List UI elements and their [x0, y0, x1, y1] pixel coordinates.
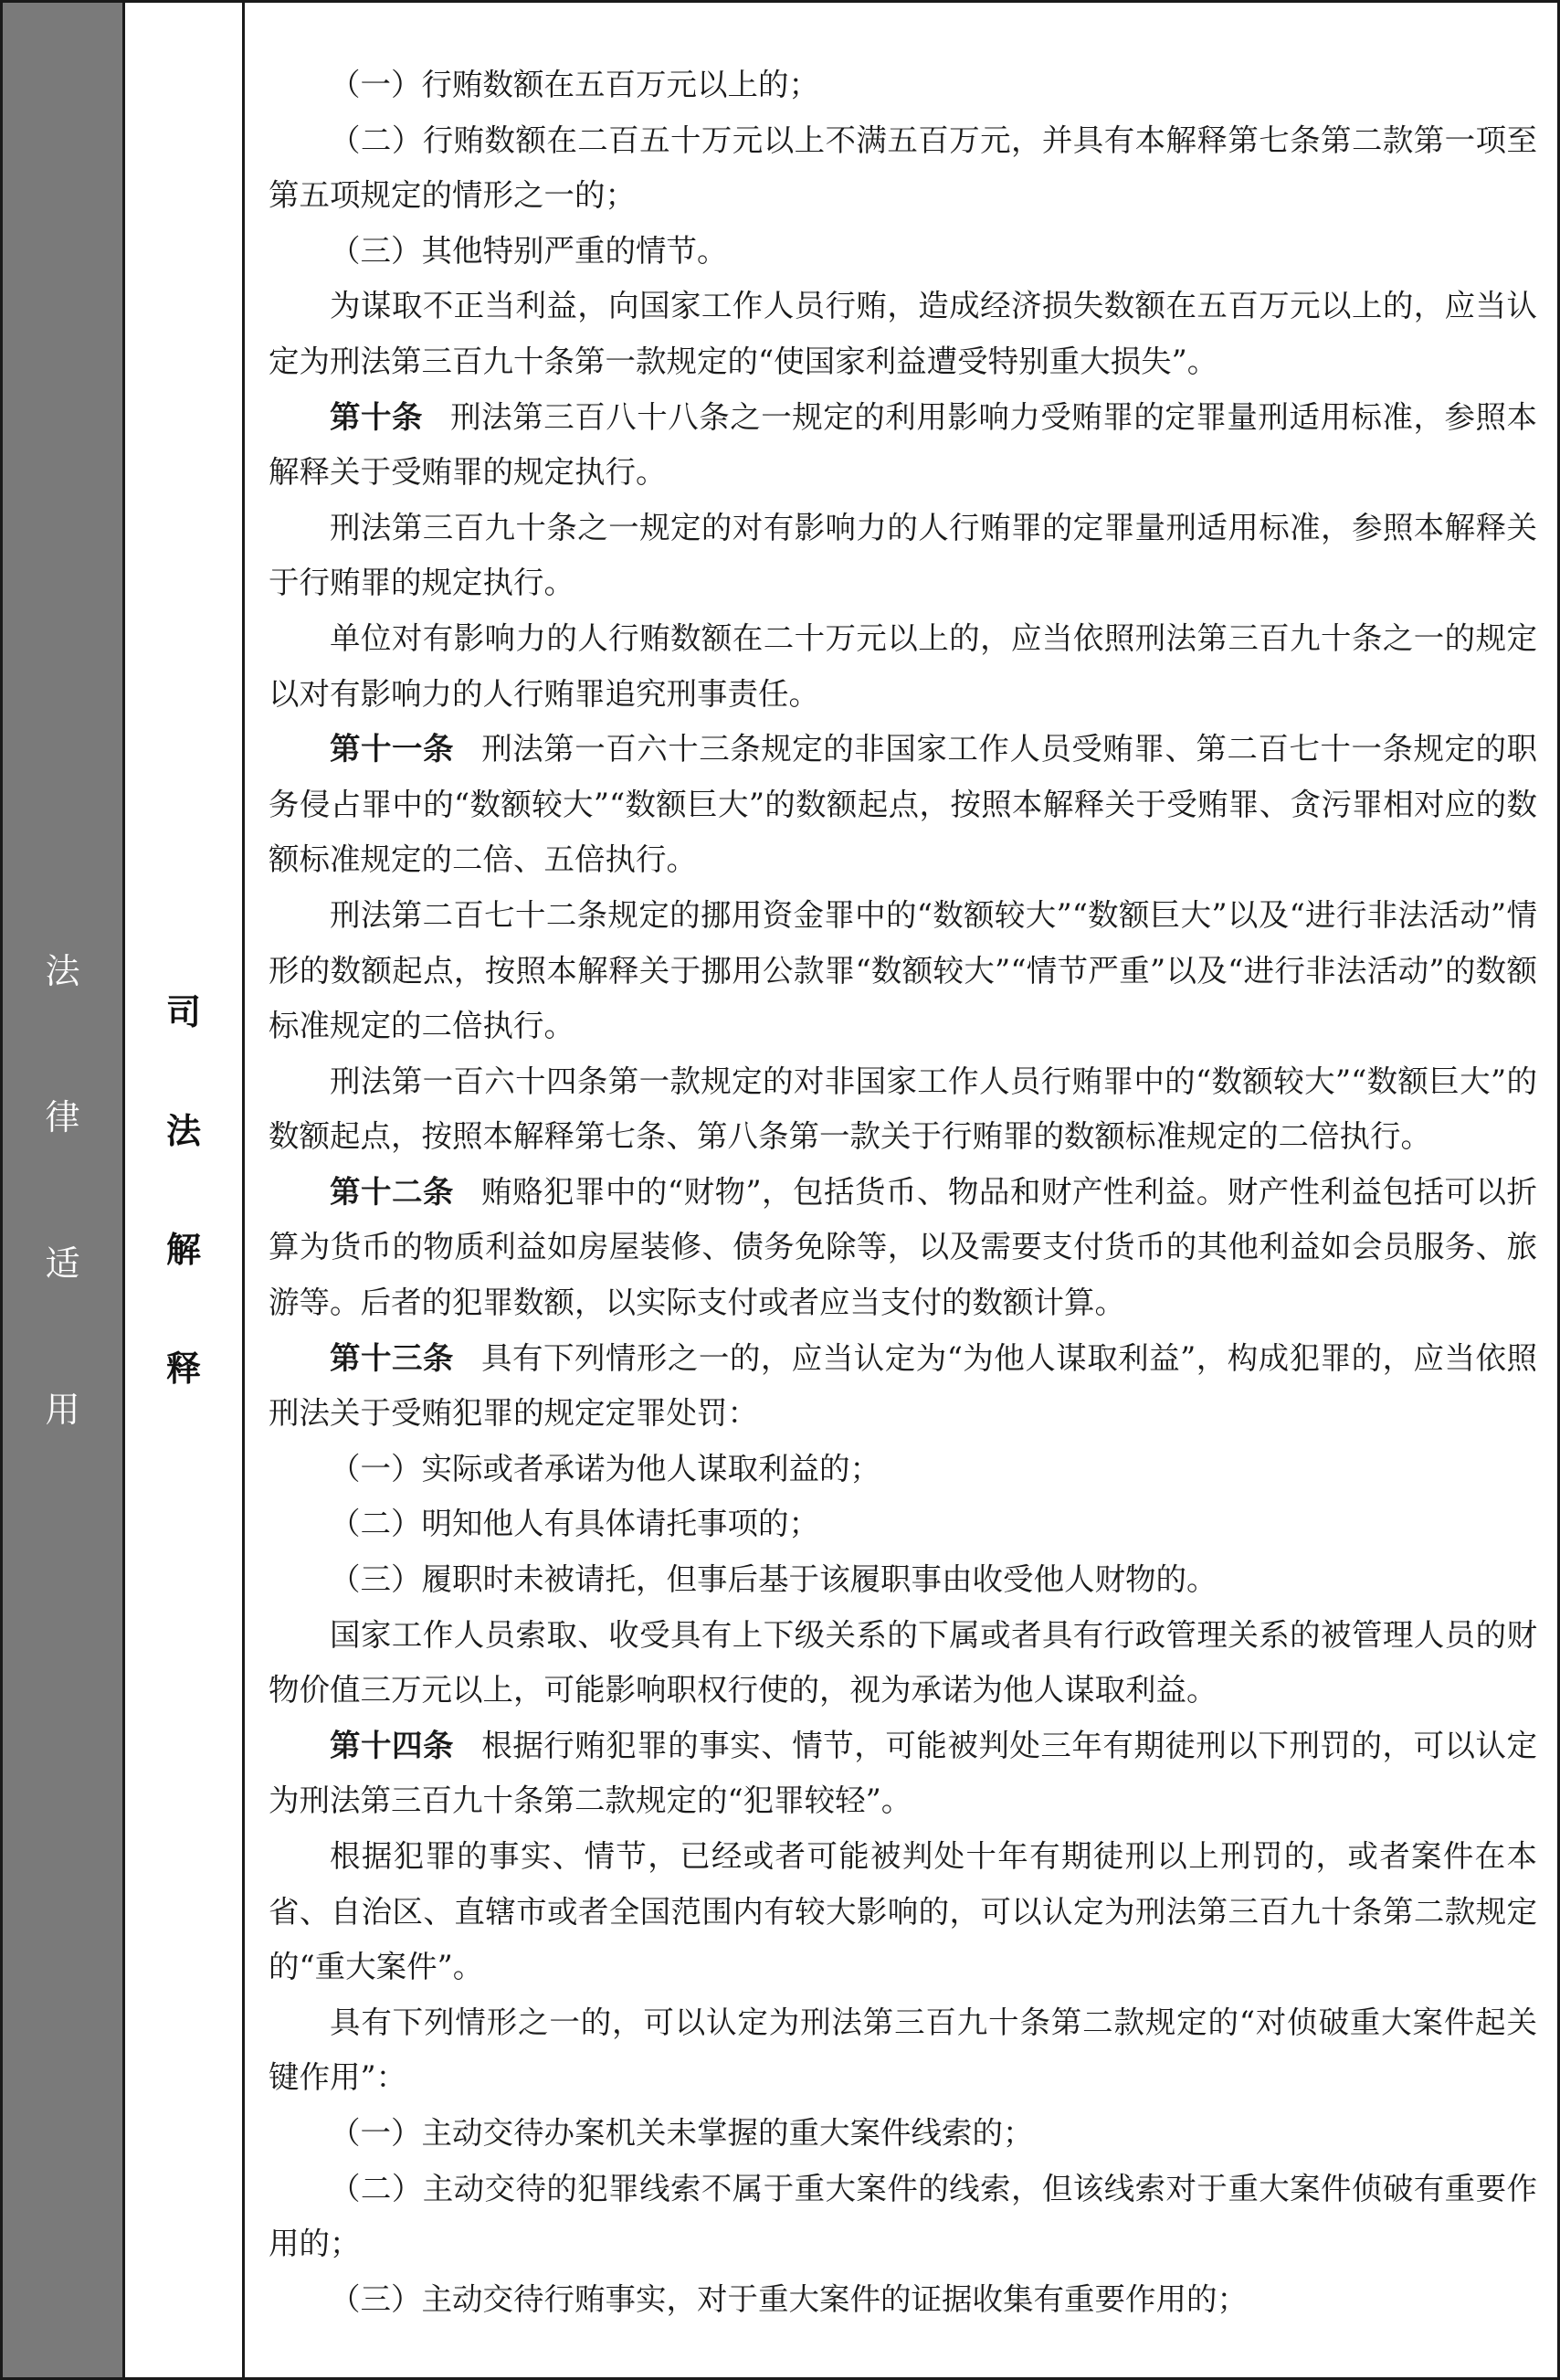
paragraph	[269, 1552, 1537, 1608]
paragraph-text: （一）实际或者承诺为他人谋取利益的；	[330, 1450, 880, 1486]
paragraph-text: 为谋取不正当利益，向国家工作人员行贿，造成经济损失数额在五百万元以上的，应当认定为刑法第三百九十条第一款规定的“使国家利益遭受特别重大损失”。	[269, 288, 1537, 379]
category-char: 适	[45, 1243, 80, 1284]
subcategory-column	[125, 3, 245, 2377]
paragraph-text: （三）履职时未被请托，但事后基于该履职事由收受他人财物的。	[330, 1561, 1217, 1598]
paragraph	[269, 1442, 1537, 1497]
document-body	[245, 3, 1557, 2377]
paragraph-text: （三）其他特别严重的情节。	[330, 232, 728, 269]
article-number: 第十一条	[330, 731, 455, 767]
paragraph-text: （二）主动交待的犯罪线索不属于重大案件的线索，但该线索对于重大案件侦破有重要作用的；	[269, 2170, 1537, 2262]
paragraph-text: 贿赂犯罪中的“财物”，包括货币、物品和财产性利益。财产性利益包括可以折算为货币的物质利益如房屋装修、债务免除等，以及需要支付货币的其他利益如会员服务、旅游等。后者的犯罪数额，以实际支付或者应当支付的数额计算。	[269, 1173, 1537, 1321]
subcategory-char: 释	[165, 1348, 201, 1389]
article-number: 第十四条	[330, 1727, 455, 1763]
paragraph-text: 单位对有影响力的人行贿数额在二十万元以上的，应当依照刑法第三百九十条之一的规定以对有影响力的人行贿罪追究刑事责任。	[269, 619, 1537, 712]
paragraph	[269, 888, 1537, 1054]
paragraph	[269, 113, 1537, 224]
paragraph	[269, 1608, 1537, 1719]
paragraph	[269, 2106, 1537, 2162]
paragraph-text: 国家工作人员索取、收受具有上下级关系的下属或者具有行政管理关系的被管理人员的财物价值三万元以上，可能影响职权行使的，视为承诺为他人谋取利益。	[269, 1616, 1537, 1708]
category-char: 用	[45, 1389, 80, 1430]
paragraph-text: 刑法第一百六十四条第一款规定的对非国家工作人员行贿罪中的“数额较大”“数额巨大”的数额起点，按照本解释第七条、第八条第一款关于行贿罪的数额标准规定的二倍执行。	[269, 1063, 1537, 1155]
paragraph-text: （二）明知他人有具体请托事项的；	[330, 1506, 819, 1542]
article-number: 第十三条	[330, 1339, 454, 1376]
paragraph	[269, 1995, 1537, 2106]
paragraph	[269, 58, 1537, 113]
paragraph	[269, 2162, 1537, 2272]
paragraph-text: 刑法第二百七十二条规定的挪用资金罪中的“数额较大”“数额巨大”以及“进行非法活动”情形的数额起点，按照本解释关于挪用公款罪“数额较大”“情节严重”以及“进行非法活动”的数额标准规定的二倍执行。	[269, 896, 1537, 1044]
paragraph-text: 具有下列情形之一的，可以认定为刑法第三百九十条第二款规定的“对侦破重大案件起关键作用”：	[269, 2004, 1537, 2096]
paragraph-text: （一）行贿数额在五百万元以上的；	[330, 67, 819, 102]
category-char: 律	[45, 1096, 80, 1137]
paragraph-text: （一）主动交待办案机关未掌握的重大案件线索的；	[330, 2114, 1034, 2151]
paragraph	[269, 2272, 1537, 2328]
paragraph-text: 刑法第一百六十三条规定的非国家工作人员受贿罪、第二百七十一条规定的职务侵占罪中的“数额较大”“数额巨大”的数额起点，按照本解释关于受贿罪、贪污罪相对应的数额标准规定的二倍、五倍执行。	[269, 731, 1538, 878]
subcategory-label	[166, 953, 201, 1428]
paragraph	[269, 1829, 1537, 1995]
article-paragraph	[269, 390, 1537, 501]
category-label	[45, 898, 79, 1483]
paragraph	[269, 1497, 1537, 1552]
category-char: 法	[45, 950, 80, 991]
paragraph-text: 根据犯罪的事实、情节，已经或者可能被判处十年有期徒刑以上刑罚的，或者案件在本省、自治区、直辖市或者全国范围内有较大影响的，可以认定为刑法第三百九十条第二款规定的“重大案件”。	[269, 1838, 1537, 1985]
category-column	[3, 3, 125, 2377]
paragraph-text: （二）行贿数额在二百五十万元以上不满五百万元，并具有本解释第七条第二款第一项至第五项规定的情形之一的；	[269, 122, 1537, 214]
paragraph-text: （三）主动交待行贿事实，对于重大案件的证据收集有重要作用的；	[330, 2280, 1248, 2317]
paragraph	[269, 501, 1537, 611]
article-paragraph	[269, 1331, 1537, 1442]
article-paragraph	[269, 722, 1537, 888]
paragraph	[269, 1054, 1537, 1165]
paragraph	[269, 611, 1537, 722]
paragraph-text: 刑法第三百九十条之一规定的对有影响力的人行贿罪的定罪量刑适用标准，参照本解释关于行贿罪的规定执行。	[269, 509, 1537, 601]
paragraph-text: 根据行贿犯罪的事实、情节，可能被判处三年有期徒刑以下刑罚的，可以认定为刑法第三百九十条第二款规定的“犯罪较轻”。	[269, 1727, 1538, 1819]
article-number: 第十条	[330, 398, 424, 435]
subcategory-char: 解	[165, 1229, 201, 1270]
subcategory-char: 法	[165, 1110, 201, 1151]
paragraph-text: 具有下列情形之一的，应当认定为“为他人谋取利益”，构成犯罪的，应当依照刑法关于受贿犯罪的规定定罪处罚：	[269, 1339, 1537, 1432]
article-number: 第十二条	[330, 1173, 454, 1210]
article-paragraph	[269, 1719, 1537, 1829]
paragraph	[269, 224, 1537, 280]
article-paragraph	[269, 1165, 1537, 1331]
paragraph-text: 刑法第三百八十八条之一规定的利用影响力受贿罪的定罪量刑适用标准，参照本解释关于受贿罪的规定执行。	[269, 398, 1538, 491]
subcategory-char: 司	[165, 991, 201, 1032]
paragraph	[269, 279, 1537, 389]
